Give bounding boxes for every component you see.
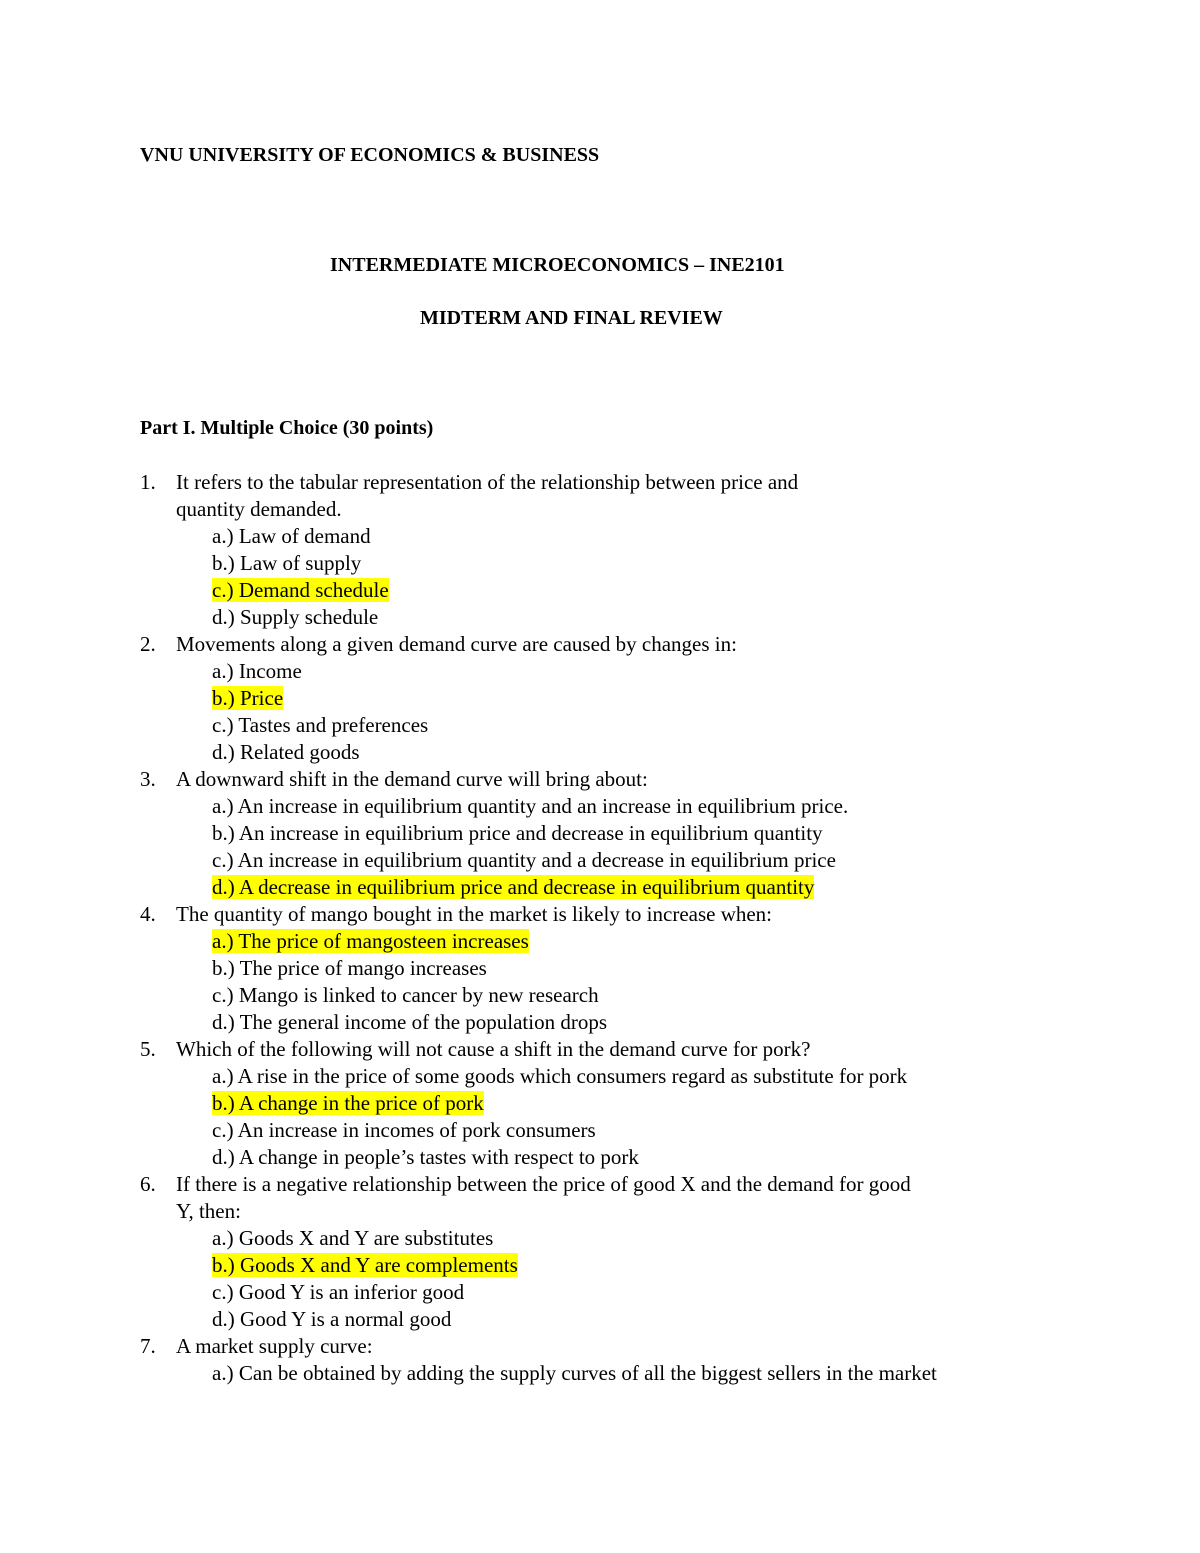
- review-title: MIDTERM AND FINAL REVIEW: [420, 307, 723, 329]
- question-text: quantity demanded.: [176, 497, 342, 521]
- option-b-answer: [212, 685, 283, 712]
- option-a: a.) Goods X and Y are substitutes: [212, 1226, 494, 1250]
- answer-highlight: b.) A change in the price of pork: [212, 1091, 484, 1115]
- option-d: d.) Supply schedule: [212, 605, 379, 629]
- question-number: 7.: [140, 1334, 156, 1358]
- question-text: It refers to the tabular representation of the relationship between price and: [176, 470, 799, 494]
- answer-highlight: a.) The price of mangosteen increases: [212, 929, 529, 953]
- option-c: c.) Tastes and preferences: [212, 713, 429, 737]
- question-text: If there is a negative relationship between the price of good X and the demand for good: [176, 1172, 911, 1196]
- option-c: c.) An increase in incomes of pork consumers: [212, 1118, 596, 1142]
- question-number: 5.: [140, 1037, 156, 1061]
- option-d: d.) A change in people’s tastes with respect to pork: [212, 1145, 639, 1169]
- option-a: a.) An increase in equilibrium quantity and an increase in equilibrium price.: [212, 794, 849, 818]
- option-d: d.) The general income of the population drops: [212, 1010, 608, 1034]
- option-b-answer: [212, 1252, 518, 1279]
- option-a: a.) Law of demand: [212, 524, 371, 548]
- option-b: b.) Law of supply: [212, 551, 362, 575]
- option-b: b.) The price of mango increases: [212, 956, 487, 980]
- option-a: a.) Income: [212, 659, 302, 683]
- question-text: Movements along a given demand curve are caused by changes in:: [176, 632, 737, 656]
- option-c: c.) Good Y is an inferior good: [212, 1280, 465, 1304]
- course-title: INTERMEDIATE MICROECONOMICS – INE2101: [330, 254, 785, 276]
- option-b-answer: [212, 1090, 484, 1117]
- option-d: d.) Good Y is a normal good: [212, 1307, 452, 1331]
- question-text: A market supply curve:: [176, 1334, 373, 1358]
- option-c-answer: [212, 577, 389, 604]
- answer-highlight: b.) Goods X and Y are complements: [212, 1253, 518, 1277]
- option-a: a.) Can be obtained by adding the supply curves of all the biggest sellers in the market: [212, 1361, 937, 1385]
- question-number: 4.: [140, 902, 156, 926]
- answer-highlight: d.) A decrease in equilibrium price and decrease in equilibrium quantity: [212, 875, 815, 899]
- option-a-answer: [212, 928, 529, 955]
- option-d-answer: [212, 874, 814, 901]
- option-c: c.) Mango is linked to cancer by new research: [212, 983, 599, 1007]
- question-number: 1.: [140, 470, 156, 494]
- option-a: a.) A rise in the price of some goods which consumers regard as substitute for pork: [212, 1064, 908, 1088]
- question-text: Which of the following will not cause a shift in the demand curve for pork?: [176, 1037, 811, 1061]
- question-number: 2.: [140, 632, 156, 656]
- option-b: b.) An increase in equilibrium price and decrease in equilibrium quantity: [212, 821, 823, 845]
- question-number: 6.: [140, 1172, 156, 1196]
- institution-heading: VNU UNIVERSITY OF ECONOMICS & BUSINESS: [140, 144, 600, 166]
- answer-highlight: b.) Price: [212, 686, 284, 710]
- question-text: The quantity of mango bought in the market is likely to increase when:: [176, 902, 773, 926]
- answer-highlight: c.) Demand schedule: [212, 578, 389, 602]
- option-d: d.) Related goods: [212, 740, 360, 764]
- option-c: c.) An increase in equilibrium quantity and a decrease in equilibrium price: [212, 848, 836, 872]
- question-number: 3.: [140, 767, 156, 791]
- question-text: A downward shift in the demand curve will bring about:: [176, 767, 648, 791]
- part-title: Part I. Multiple Choice (30 points): [140, 417, 434, 439]
- question-text: Y, then:: [176, 1199, 241, 1223]
